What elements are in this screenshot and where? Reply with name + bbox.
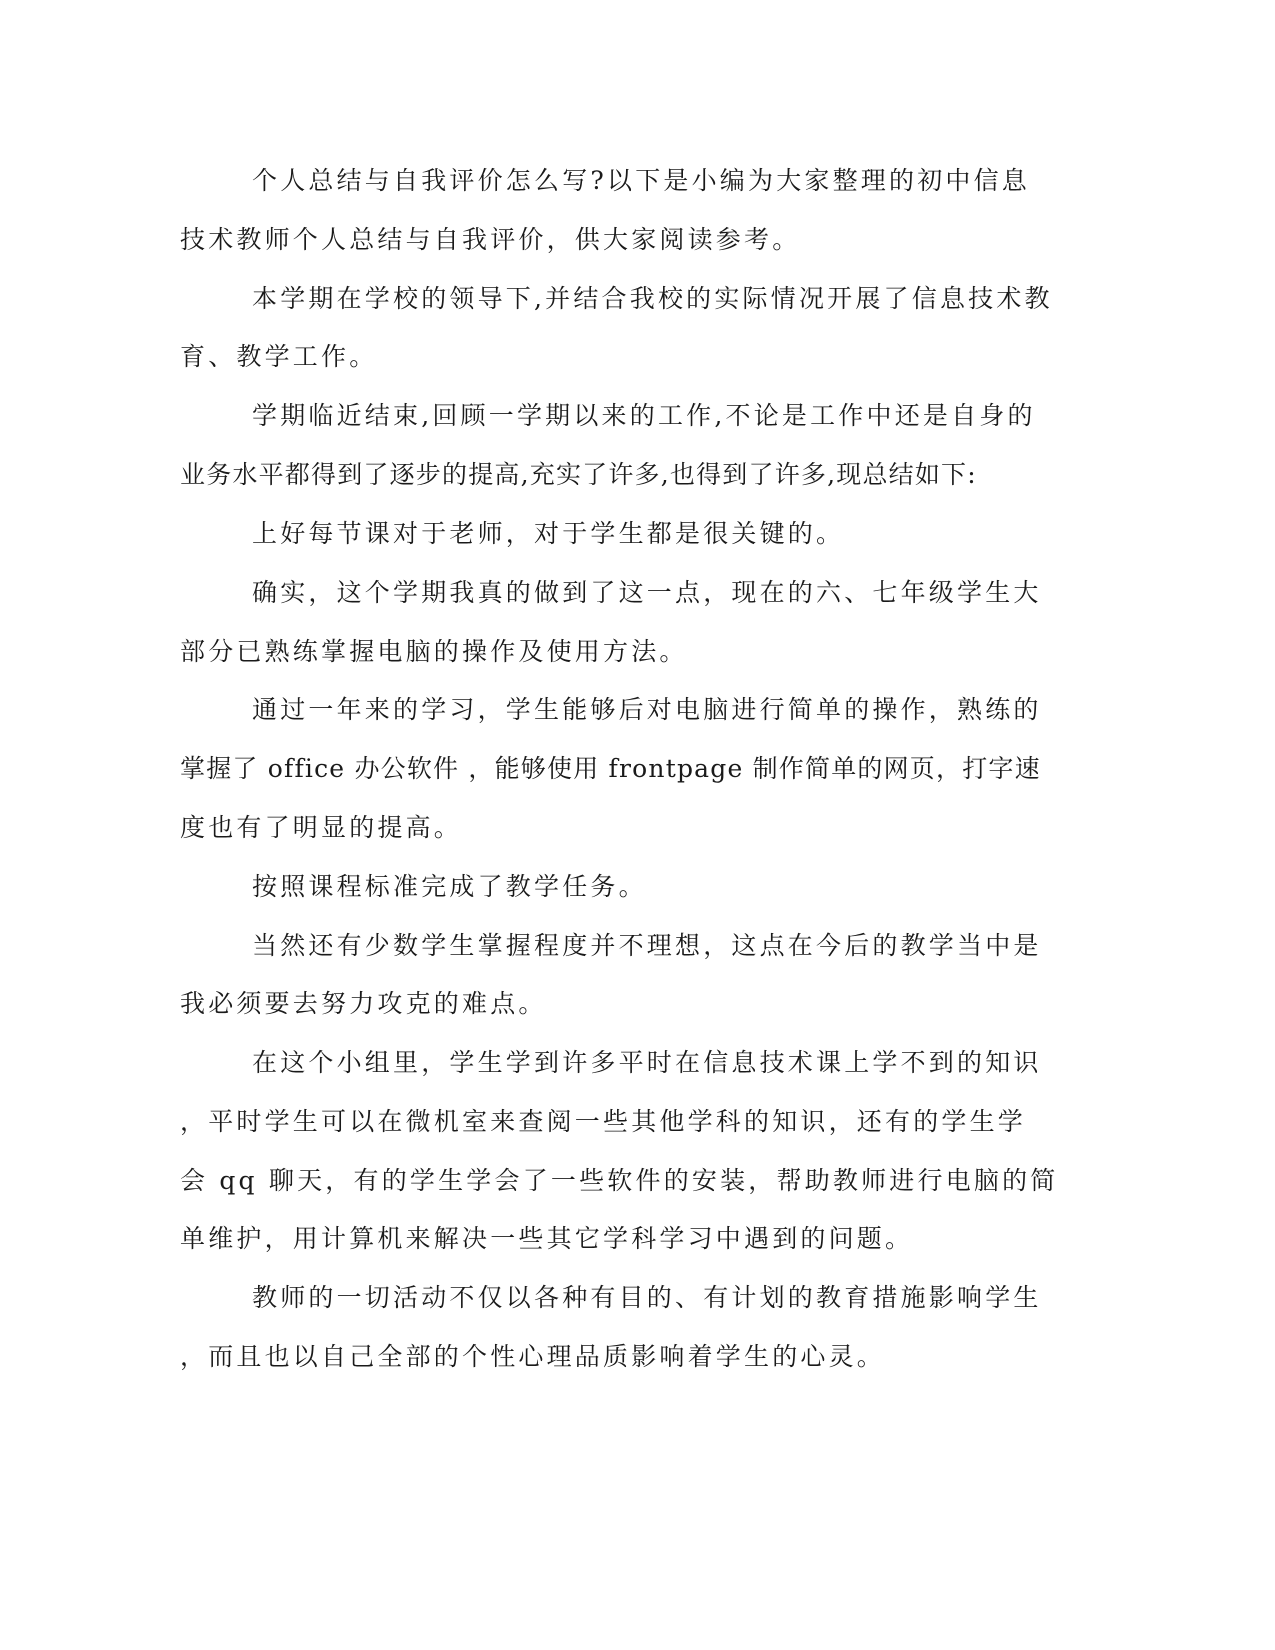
text-line: 部分已熟练掌握电脑的操作及使用方法。 [180,637,688,666]
text-line: ，而且也以自己全部的个性心理品质影响着学生的心灵。 [180,1342,886,1371]
text-line: ，平时学生可以在微机室来查阅一些其他学科的知识，还有的学生学 [180,1107,1027,1136]
text-line: 按照课程标准完成了教学任务。 [252,872,647,901]
text-line: 度也有了明显的提高。 [180,813,463,842]
text-line: 掌握了 office 办公软件 ，能够使用 frontpage 制作简单的网页，打字速 [180,754,1041,783]
text-line: 在这个小组里，学生学到许多平时在信息技术课上学不到的知识 [252,1048,1042,1077]
text-line: 本学期在学校的领导下,并结合我校的实际情况开展了信息技术教 [252,284,1053,313]
text-line: 上好每节课对于老师，对于学生都是很关键的。 [252,519,845,548]
text-line: 学期临近结束,回顾一学期以来的工作,不论是工作中还是自身的 [252,401,1036,430]
text-line: 确实，这个学期我真的做到了这一点，现在的六、七年级学生大 [252,578,1042,607]
text-line: 业务水平都得到了逐步的提高,充实了许多,也得到了许多,现总结如下: [180,460,977,489]
text-line: 技术教师个人总结与自我评价，供大家阅读参考。 [180,225,801,254]
text-line: 教师的一切活动不仅以各种有目的、有计划的教育措施影响学生 [252,1283,1042,1312]
text-line: 我必须要去努力攻克的难点。 [180,989,547,1018]
text-line: 通过一年来的学习，学生能够后对电脑进行简单的操作，熟练的 [252,695,1042,724]
text-line: 个人总结与自我评价怎么写?以下是小编为大家整理的初中信息 [252,166,1031,195]
text-line: 会 qq 聊天，有的学生学会了一些软件的安装，帮助教师进行电脑的简 [180,1166,1059,1195]
text-line: 单维护，用计算机来解决一些其它学科学习中遇到的问题。 [180,1224,914,1253]
text-line: 当然还有少数学生掌握程度并不理想，这点在今后的教学当中是 [252,931,1042,960]
text-line: 育、教学工作。 [180,342,378,371]
